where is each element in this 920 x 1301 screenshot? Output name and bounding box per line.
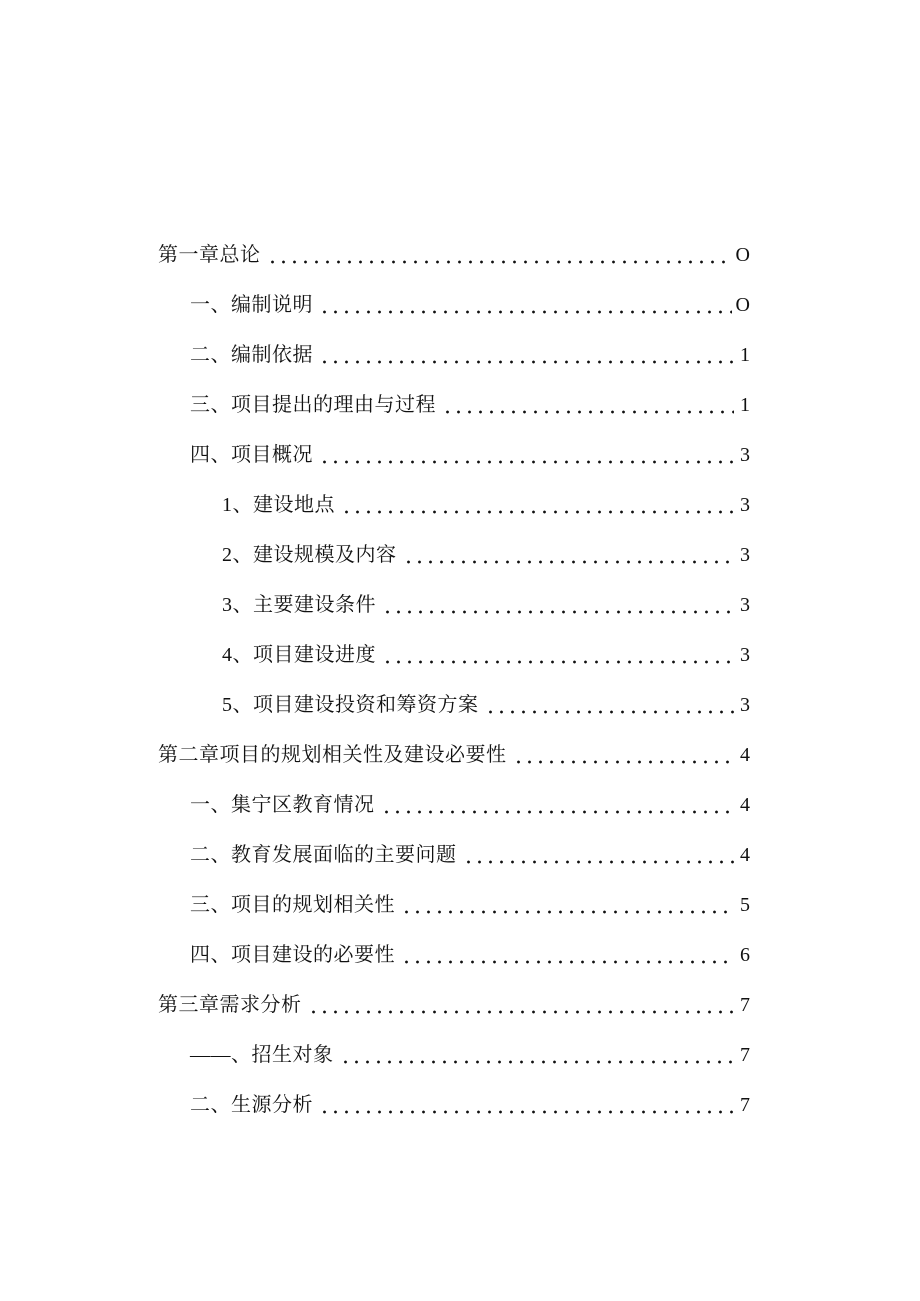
- toc-page-number: 3: [740, 444, 750, 466]
- toc-entry: [158, 580, 750, 630]
- dot-leader: [267, 255, 732, 265]
- toc-entry-label: 第二章项目的规划相关性及建设必要性: [158, 744, 507, 766]
- dot-leader: [485, 705, 735, 715]
- dot-leader: [319, 355, 734, 365]
- toc-entry: [158, 1080, 750, 1130]
- dot-leader: [341, 505, 734, 515]
- toc-page-number: O: [735, 294, 750, 316]
- toc-page-number: O: [735, 244, 750, 266]
- toc-page-number: 3: [740, 644, 750, 666]
- toc-entry: [158, 430, 750, 480]
- dot-leader: [403, 555, 735, 565]
- toc-entry-label: 2、建设规模及内容: [222, 544, 397, 566]
- toc-page-number: 7: [740, 1044, 750, 1066]
- toc-page-number: 3: [740, 494, 750, 516]
- toc-entry: [158, 980, 750, 1030]
- dot-leader: [308, 1005, 735, 1015]
- toc-entry: [158, 780, 750, 830]
- toc-page-number: 7: [740, 1094, 750, 1116]
- toc-entry-label: 4、项目建设进度: [222, 644, 376, 666]
- dot-leader: [319, 1105, 734, 1115]
- dot-leader: [401, 955, 734, 965]
- toc-entry-label: 一、集宁区教育情况: [190, 794, 375, 816]
- toc-page-number: 3: [740, 544, 750, 566]
- toc-entry-label: 二、教育发展面临的主要问题: [190, 844, 457, 866]
- toc-page-number: 5: [740, 894, 750, 916]
- toc-page-number: 4: [740, 794, 750, 816]
- toc-entry: [158, 330, 750, 380]
- dot-leader: [463, 855, 735, 865]
- toc-entry: [158, 680, 750, 730]
- dot-leader: [319, 455, 734, 465]
- toc-entry-label: 第三章需求分析: [158, 994, 302, 1016]
- toc-page-number: 4: [740, 844, 750, 866]
- toc-page-number: 3: [740, 594, 750, 616]
- toc-entry-label: 5、项目建设投资和筹资方案: [222, 694, 479, 716]
- toc-entry-label: 四、项目概况: [190, 444, 313, 466]
- dot-leader: [513, 755, 735, 765]
- toc-entry: [158, 230, 750, 280]
- dot-leader: [381, 805, 735, 815]
- toc-page-number: 1: [740, 344, 750, 366]
- toc-entry-label: 三、项目提出的理由与过程: [190, 394, 436, 416]
- toc-entry-label: 二、生源分析: [190, 1094, 313, 1116]
- toc-page-number: 4: [740, 744, 750, 766]
- toc-entry-label: 3、主要建设条件: [222, 594, 376, 616]
- toc-page-number: 1: [740, 394, 750, 416]
- toc-entry: [158, 830, 750, 880]
- toc-entry-label: 二、编制依据: [190, 344, 313, 366]
- dot-leader: [442, 405, 734, 415]
- toc-entry-label: 四、项目建设的必要性: [190, 944, 395, 966]
- toc-entry: [158, 1030, 750, 1080]
- toc-entry-label: 第一章总论: [158, 244, 261, 266]
- toc-entry: [158, 380, 750, 430]
- toc-page-number: 7: [740, 994, 750, 1016]
- toc-entry: [158, 730, 750, 780]
- toc-entry: [158, 280, 750, 330]
- toc-entry: [158, 480, 750, 530]
- dot-leader: [340, 1055, 735, 1065]
- toc-entry: [158, 930, 750, 980]
- table-of-contents: [158, 230, 750, 1130]
- toc-entry: [158, 880, 750, 930]
- toc-entry: [158, 630, 750, 680]
- dot-leader: [382, 655, 734, 665]
- dot-leader: [319, 305, 732, 315]
- toc-entry-label: 一、编制说明: [190, 294, 313, 316]
- toc-entry-label: 1、建设地点: [222, 494, 335, 516]
- toc-page-number: 6: [740, 944, 750, 966]
- toc-entry-label: 三、项目的规划相关性: [190, 894, 395, 916]
- dot-leader: [401, 905, 734, 915]
- toc-entry-label: ——、招生对象: [190, 1044, 334, 1066]
- toc-page-number: 3: [740, 694, 750, 716]
- toc-entry: [158, 530, 750, 580]
- dot-leader: [382, 605, 734, 615]
